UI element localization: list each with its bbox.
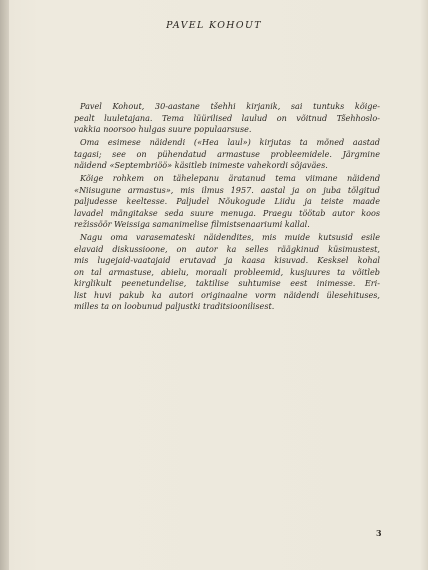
text-line: elavaid diskussioone, on autor ka selles räägkinud küsimustest, [74,243,380,254]
text-line: mis lugejaid-vaatajaid erutavad ja kaasa kisuvad. Kesksel kohal [74,255,380,265]
text-line: näidend «Septembriöö» käsitleb inimeste vahekordi sõjaväes. [74,160,328,170]
text-line: vakkia noorsoo hulgas suure populaarsuse. [74,124,252,134]
body-text [74,101,380,313]
running-head: PAVEL KOHOUT [166,20,262,31]
text-line: list huvi pakub ka autori originaalne vorm näidendi ülesehituses, [74,289,380,300]
text-line: «Niisugune armastus», mis ilmus 1957. aastal ja on juba tõlgitud [74,184,380,195]
text-line: Nagu oma varasemateski näidendites, mis muide kutsusid esile [80,232,380,242]
page-number: 3 [376,528,382,538]
page-gutter [0,0,9,570]
text-line: milles ta on loobunud paljustki traditsioonilisest. [74,301,275,311]
text-line: paljudesse keeltesse. Paljudel Nõukogude Liidu ja teiste maade [74,196,380,206]
text-line: lavadel mängitakse seda suure menuga. Praegu töötab autor koos [74,207,380,218]
text-line: režissöör Weissiga samanimelise filmistsenaariumi kallal. [74,219,310,229]
text-line: Pavel Kohout, 30-aastane tšehhi kirjanik, sai tuntuks kõige- [80,101,380,111]
text-line: kirglikult peenetundelise, taktilise suhtumise eest inimesse. Eri- [74,278,380,288]
text-line: Oma esimese näidendi («Hea laul») kirjutas ta mõned aastad [80,137,380,147]
text-line: pealt luuletajana. Tema lüürilised laulud on võitnud Tšehhoslo- [74,112,380,123]
text-line: on tal armastuse, abielu, moraali probleemid, kusjuures ta võitleb [74,266,380,277]
text-line: Kõige rohkem on tähelepanu äratanud tema viimane näidend [80,173,380,183]
text-line: tagasi; see on pühendatud armastuse probleemidele. Järgmine [74,148,380,159]
